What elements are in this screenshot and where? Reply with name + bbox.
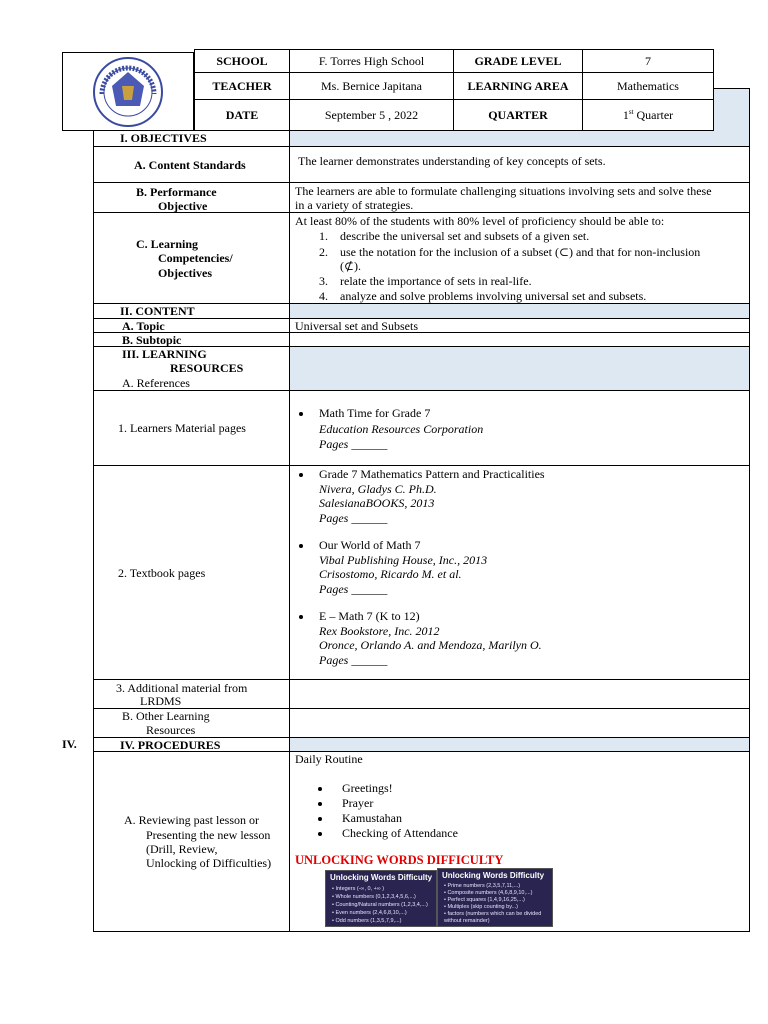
bullet-icon — [318, 802, 322, 806]
bullet-icon — [299, 473, 303, 477]
quarter-value: 1st Quarter — [582, 99, 714, 131]
lm-row — [93, 390, 750, 466]
grade-value: 7 — [582, 49, 714, 73]
comp-item-4: analyze and solve problems involving universal set and subsets. — [340, 289, 647, 303]
competencies-label-2: Competencies/ — [158, 251, 233, 265]
performance-label: B. Performance — [136, 185, 217, 199]
tb1-publisher: SalesianaBOOKS, 2013 — [319, 496, 435, 510]
routine-heading: Daily Routine — [295, 752, 363, 766]
bullet-icon — [299, 412, 303, 416]
bullet-icon — [318, 817, 322, 821]
tb-row — [93, 465, 750, 680]
tb3-pages: Pages ______ — [319, 653, 388, 667]
slide-right-line: • Perfect squares (1,4,9,16,25,...) — [444, 897, 525, 903]
comp-num-2: 2. — [319, 245, 328, 259]
competencies-label-3: Objectives — [158, 266, 212, 280]
review-label-4: Unlocking of Difficulties) — [146, 856, 272, 870]
tb3-author: Oronce, Orlando A. and Mendoza, Marilyn O. — [319, 638, 542, 652]
slide-image-left — [325, 870, 437, 927]
date-value: September 5 , 2022 — [289, 99, 454, 131]
school-label: SCHOOL — [194, 49, 290, 73]
routine-item-3: Kamustahan — [342, 811, 402, 825]
slide-left-title: Unlocking Words Difficulty — [330, 873, 433, 882]
lm-title: Math Time for Grade 7 — [319, 406, 431, 420]
comp-item-2: use the notation for the inclusion of a subset (⊂) and that for non-inclusion — [340, 245, 701, 259]
topic-label: A. Topic — [122, 319, 165, 333]
review-label-3: (Drill, Review, — [146, 842, 218, 856]
bullet-icon — [299, 615, 303, 619]
competencies-row — [93, 212, 750, 304]
bullet-icon — [318, 787, 322, 791]
performance-row — [93, 182, 750, 213]
lm-pages: Pages ______ — [319, 437, 388, 451]
date-label: DATE — [194, 99, 290, 131]
teacher-value: Ms. Bernice Japitana — [289, 72, 454, 100]
logo-cell — [62, 52, 194, 131]
slide-left-line: • Counting/Natural numbers (1,2,3,4,...) — [332, 902, 428, 908]
other-label-2: Resources — [146, 723, 196, 737]
content-heading: II. CONTENT — [120, 304, 195, 318]
subtopic-label: B. Subtopic — [122, 333, 182, 347]
other-label-1: B. Other Learning — [122, 709, 210, 723]
slide-left-line: • Odd numbers (1,3,5,7,9,...) — [332, 918, 402, 924]
references-label: A. References — [122, 376, 190, 390]
subtopic-row — [93, 332, 750, 347]
additional-row — [93, 679, 750, 709]
additional-label-1: 3. Additional material from — [116, 681, 248, 695]
procedures-row — [93, 737, 750, 752]
comp-num-3: 3. — [319, 274, 328, 288]
resources-row — [93, 346, 750, 391]
review-label-1: A. Reviewing past lesson or — [124, 813, 259, 827]
lm-label: 1. Learners Material pages — [118, 421, 246, 435]
slide-right-line: • Prime numbers (2,3,5,7,11,...) — [444, 883, 521, 889]
performance-text-1: The learners are able to formulate challenging situations involving sets and solve these — [295, 184, 712, 198]
procedures-heading: IV. PROCEDURES — [120, 738, 221, 752]
comp-item-2b: (⊄). — [340, 259, 362, 273]
additional-label-2: LRDMS — [140, 694, 182, 708]
slide-right-title: Unlocking Words Difficulty — [442, 871, 545, 880]
comp-item-3: relate the importance of sets in real-life. — [340, 274, 532, 288]
tb2-pages: Pages ______ — [319, 582, 388, 596]
performance-text-2: in a variety of strategies. — [295, 198, 414, 212]
slide-left-line: • Even numbers (2,4,6,8,10,...) — [332, 910, 407, 916]
comp-num-1: 1. — [319, 229, 328, 243]
resources-heading-1: III. LEARNING — [122, 347, 207, 361]
unlocking-heading: UNLOCKING WORDS DIFFICULTY — [295, 853, 504, 867]
tb1-title: Grade 7 Mathematics Pattern and Practicalities — [319, 467, 545, 481]
tb3-publisher: Rex Bookstore, Inc. 2012 — [319, 624, 440, 638]
tb-label: 2. Textbook pages — [118, 566, 206, 580]
tb2-publisher: Vibal Publishing House, Inc., 2013 — [319, 553, 488, 567]
tb3-title: E – Math 7 (K to 12) — [319, 609, 420, 623]
routine-item-2: Prayer — [342, 796, 374, 810]
lm-publisher: Education Resources Corporation — [319, 422, 484, 436]
comp-item-1: describe the universal set and subsets of a given set. — [340, 229, 590, 243]
other-resources-row — [93, 708, 750, 738]
procedures-outer-number: IV. — [62, 737, 77, 751]
teacher-label: TEACHER — [194, 72, 290, 100]
slide-left-line: • Integers (-∞, 0, +∞ ) — [332, 886, 385, 892]
slide-right-line: • factors (numbers which can be divided — [444, 911, 542, 917]
competencies-intro: At least 80% of the students with 80% level of proficiency should be able to: — [295, 214, 665, 228]
deped-seal-icon — [92, 56, 164, 128]
review-row — [93, 751, 750, 932]
resources-heading-2: RESOURCES — [170, 361, 244, 375]
content-standards-text: The learner demonstrates understanding of key concepts of sets. — [298, 154, 606, 168]
slide-right-line: • Multiples (skip counting by...) — [444, 904, 518, 910]
competencies-label-1: C. Learning — [136, 237, 199, 251]
slide-right-line: without remainder) — [444, 918, 490, 924]
tb1-pages: Pages ______ — [319, 511, 388, 525]
content-row — [93, 303, 750, 319]
topic-text: Universal set and Subsets — [295, 319, 418, 333]
routine-item-1: Greetings! — [342, 781, 393, 795]
tb2-author: Crisostomo, Ricardo M. et al. — [319, 567, 462, 581]
quarter-label: QUARTER — [453, 99, 583, 131]
content-standards-label: A. Content Standards — [134, 158, 246, 172]
tb1-author: Nivera, Gladys C. Ph.D. — [319, 482, 437, 496]
bullet-icon — [299, 544, 303, 548]
slide-right-line: • Composite numbers (4,6,8,9,10,...) — [444, 890, 533, 896]
bullet-icon — [318, 832, 322, 836]
content-standards-row — [93, 146, 750, 183]
slide-left-line: • Whole numbers (0,1,2,3,4,5,6,...) — [332, 894, 416, 900]
review-label-2: Presenting the new lesson — [146, 828, 271, 842]
comp-num-4: 4. — [319, 289, 328, 303]
objectives-heading: I. OBJECTIVES — [120, 131, 207, 145]
school-value: F. Torres High School — [289, 49, 454, 73]
tb2-title: Our World of Math 7 — [319, 538, 421, 552]
performance-label-2: Objective — [158, 199, 208, 213]
area-label: LEARNING AREA — [453, 72, 583, 100]
topic-row — [93, 318, 750, 333]
slide-image-right — [437, 868, 553, 927]
area-value: Mathematics — [582, 72, 714, 100]
objectives-row — [93, 131, 750, 147]
routine-item-4: Checking of Attendance — [342, 826, 458, 840]
grade-label: GRADE LEVEL — [453, 49, 583, 73]
